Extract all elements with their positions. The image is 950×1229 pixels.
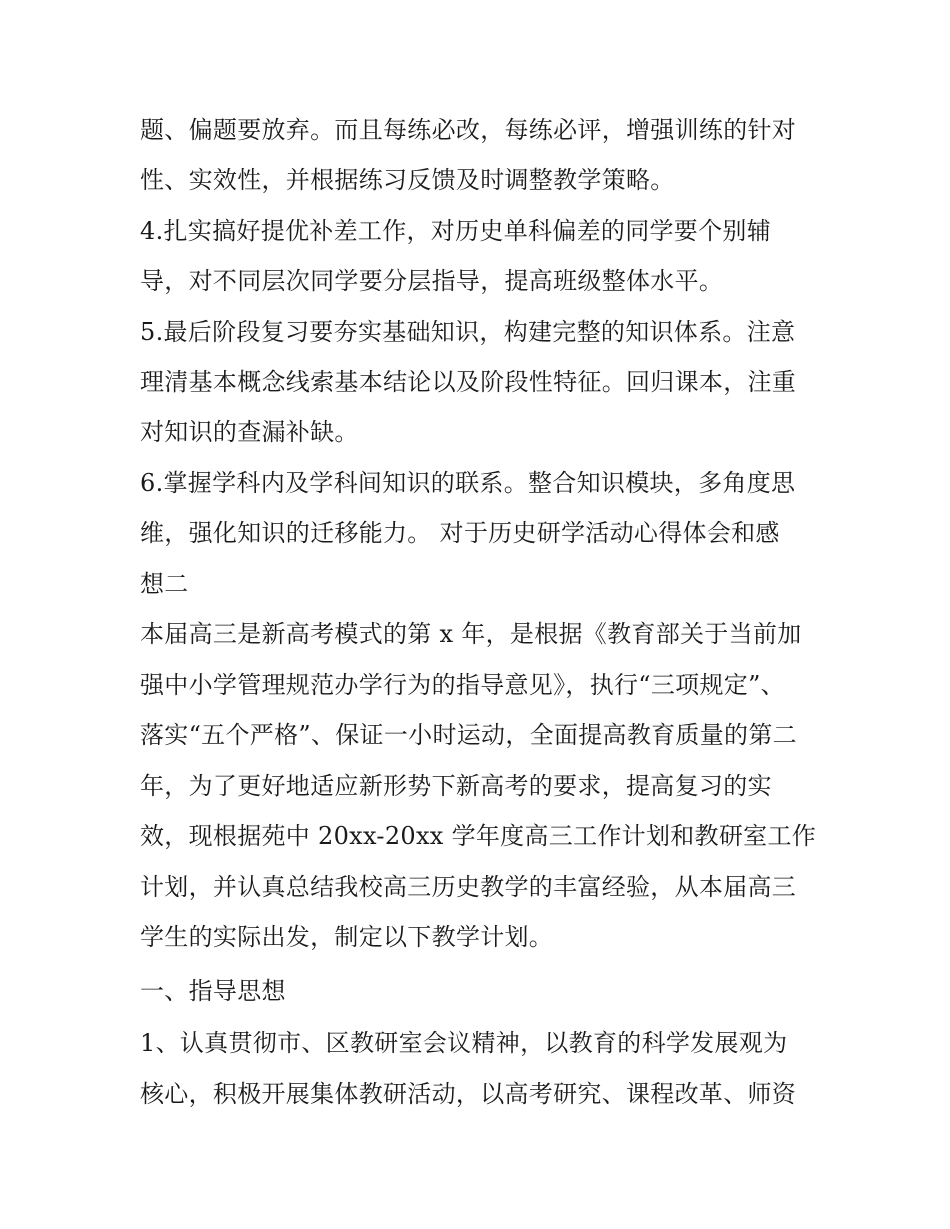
- text-line: 计划，并认真总结我校高三历史教学的丰富经验，从本届高三: [140, 873, 797, 901]
- text-line: 性、实效性，并根据练习反馈及时调整教学策略。: [140, 166, 675, 194]
- text-line: 年，为了更好地适应新形势下新高考的要求，提高复习的实: [140, 772, 772, 800]
- text-line: 6.掌握学科内及学科间知识的联系。整合知识模块，多角度思: [140, 469, 796, 497]
- text-line: 题、偏题要放弃。而且每练必改，每练必评，增强训练的针对: [140, 116, 797, 144]
- section-heading: 一、指导思想: [140, 977, 286, 1005]
- text-line: 对知识的查漏补缺。: [140, 418, 359, 446]
- text-line: 5.最后阶段复习要夯实基础知识，构建完整的知识体系。注意: [140, 318, 796, 346]
- text-line: 强中小学管理规范办学行为的指导意见》，执行“三项规定”、: [140, 671, 785, 699]
- text-line: 导，对不同层次同学要分层指导，提高班级整体水平。: [140, 267, 724, 295]
- text-line: 理清基本概念线索基本结论以及阶段性特征。回归课本，注重: [140, 368, 797, 396]
- text-line: 维，强化知识的迁移能力。 对于历史研学活动心得体会和感: [140, 519, 780, 547]
- text-line: 学生的实际出发，制定以下教学计划。: [140, 923, 554, 951]
- text-line: 想二: [140, 570, 189, 598]
- text-line: 4.扎实搞好提优补差工作，对历史单科偏差的同学要个别辅: [140, 217, 771, 245]
- text-line: 落实“五个严格”、保证一小时运动，全面提高教育质量的第二: [140, 721, 797, 749]
- text-line: 1、认真贯彻市、区教研室会议精神，以教育的科学发展观为: [140, 1029, 788, 1057]
- text-line: 核心，积极开展集体教研活动，以高考研究、课程改革、师资: [140, 1080, 797, 1108]
- text-line: 效，现根据苑中 20xx-20xx 学年度高三工作计划和教研室工作: [140, 822, 817, 850]
- text-line: 本届高三是新高考模式的第 x 年，是根据《教育部关于当前加: [140, 620, 802, 648]
